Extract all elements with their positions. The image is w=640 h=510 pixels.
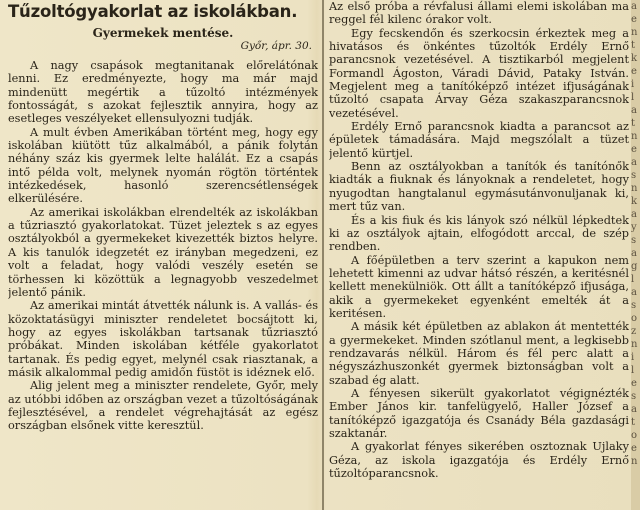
edge-letter: k [631, 196, 638, 207]
article-subtitle: Gyermekek mentése. [92, 26, 234, 40]
edge-letter: a [631, 1, 637, 12]
paragraph: A másik két épületben az ablakon át mentették a gyermekeket. Minden szótlanul ment, a legkisebb rendzavarás nélkül. Három és fél perc alatt a négyszázhuszonkét gyermek biztonságban volt a szabad ég alatt. [329, 320, 629, 387]
edge-letter: t [631, 417, 636, 428]
edge-letter: e [631, 144, 637, 155]
edge-letter: s [631, 300, 637, 311]
paragraph: Az amerikai mintát átvették nálunk is. A vallás- és közoktatásügyi miniszter rendeletet bocsájtott ki, hogy az egyes iskolákban tartsanak tűzriasztó próbákat. Minden iskolában kétféle gyakorlatot tartanak. És pedig egyet, melynél csak riasztanak, a másik alkalommal pedig amidőn füstöt is idéznek elő. [8, 299, 318, 379]
edge-letter: e [631, 443, 637, 454]
edge-letter: e [631, 14, 637, 25]
edge-letter: y [631, 222, 637, 233]
edge-letter: n [631, 131, 638, 142]
edge-letter: s [631, 235, 637, 246]
edge-letter: k [631, 53, 638, 64]
edge-letter: a [631, 287, 637, 298]
edge-letter: s [631, 391, 637, 402]
paragraph: Alig jelent meg a miniszter rendelete, Győr, mely az utóbbi időben az országban vezet a tűzoltóságának fejlesztésével, a rendelet végrehajtását az egész országban elsőnek vitte keresztül. [8, 379, 318, 433]
edge-letter: t [631, 118, 636, 129]
paragraph: A nagy csapások megtanitanak előrelátónak lenni. Ez eredményezte, hogy ma már majd mindenütt megértik a tűzoltó intézmények fontosságát, s azokat fejlesztik annyira, hogy az esetleges veszélyeket ellensulyozni tudják. [8, 59, 318, 126]
edge-letter: t [631, 40, 636, 51]
paragraph: Erdély Ernő parancsnok kiadta a parancsot az épületek támadására. Majd megszólalt a tüzet jelentő kürtjel. [329, 120, 629, 160]
edge-letter: l [631, 274, 635, 285]
edge-letter: e [631, 66, 637, 77]
paragraph: Egy fecskendőn és szerkocsin érkeztek meg a hivatásos és önkéntes tűzoltók Erdély Ernő parancsnok vezetésével. A tisztikarból megjelent Formandl Ágoston, Váradi Dávid, Pataky István. Megjelent meg a tanítóképző intézet ifjuságának tűzoltó csapata Árvay Géza szakaszparancsnok vezetésével. [329, 26, 629, 120]
edge-letter: g [631, 261, 638, 272]
article-dateline: Győr, ápr. 30. [240, 40, 312, 52]
edge-letter: a [631, 105, 637, 116]
edge-letter: n [631, 456, 638, 467]
edge-letter: i [631, 79, 635, 90]
edge-letter: a [631, 157, 637, 168]
adjacent-column-fragment [631, 0, 640, 510]
paragraph: És a kis fiuk és kis lányok szó nélkül lépkedtek ki az osztályok ajtain, elfogódott arccal, de szép rendben. [329, 213, 629, 254]
edge-letter: a [631, 209, 637, 220]
edge-letter: o [631, 430, 638, 441]
paragraph: A gyakorlat fényes sikerében osztoznak Ujlaky Géza, az iskola igazgatója és Erdély Ernő tűzoltóparancsnok. [329, 440, 629, 481]
edge-letter: s [631, 170, 637, 181]
edge-letter: e [631, 378, 637, 389]
edge-letter: a [631, 248, 637, 259]
edge-letter: n [631, 339, 638, 350]
edge-letter: l [631, 365, 635, 376]
paragraph: Az első próba a révfalusi állami elemi iskolában ma reggel fél kilenc órakor volt. [329, 0, 629, 27]
edge-letter: n [631, 27, 638, 38]
edge-letter: i [631, 352, 635, 363]
article-title: Tűzoltógyakorlat az iskolákban. [8, 2, 298, 21]
edge-letter: z [631, 326, 637, 337]
paragraph: A főépületben a terv szerint a kapukon nem lehetett kimenni az udvar hátsó részén, a keritésnél kellett menekülniök. Ott állt a tanítóképző ifjusága, akik a gyermekeket egyenként emelték át a keritésen. [329, 253, 629, 320]
paragraph: A mult évben Amerikában történt meg, hogy egy iskolában kiütött tűz alkalmából, a pánik folytán néhány száz kis gyermek lelte halálát. Ez a csapás intő példa volt, melynek nyomán rögtön történtek intézkedések, hasonló szerencsétlenségek elkerülésére. [8, 125, 318, 206]
edge-letter: a [631, 404, 637, 415]
edge-letter: n [631, 183, 638, 194]
column-divider [322, 0, 324, 510]
paragraph: A fényesen sikerült gyakorlatot végignézték Ember János kir. tanfelügyelő, Haller József a tanítóképző igazgatója és Csanády Béla gazdasági szaktanár. [329, 386, 629, 440]
edge-letter: o [631, 313, 638, 324]
edge-letter: l [631, 92, 635, 103]
paragraph: Benn az osztályokban a tanítók és tanítónők kiadták a fiuknak és lányoknak a rendeletet, hogy nyugodtan hangtalanul egymásutánvonuljanak ki, mert tűz van. [329, 160, 629, 214]
left-column [8, 0, 318, 510]
paragraph: Az amerikai iskolákban elrendelték az iskolákban a tűzriasztó gyakorlatokat. Tüzet jeleztek s az egyes osztályokból a gyermekeket kivezették biztos helyre. A kis tanulók idegzetét ez irányban megedzeni, ez volt a feladat, hogy valódi veszély esetén se törhessen ki közöttük a legnagyobb veszedelmet jelentő pánik. [8, 205, 318, 299]
right-column [329, 0, 629, 510]
